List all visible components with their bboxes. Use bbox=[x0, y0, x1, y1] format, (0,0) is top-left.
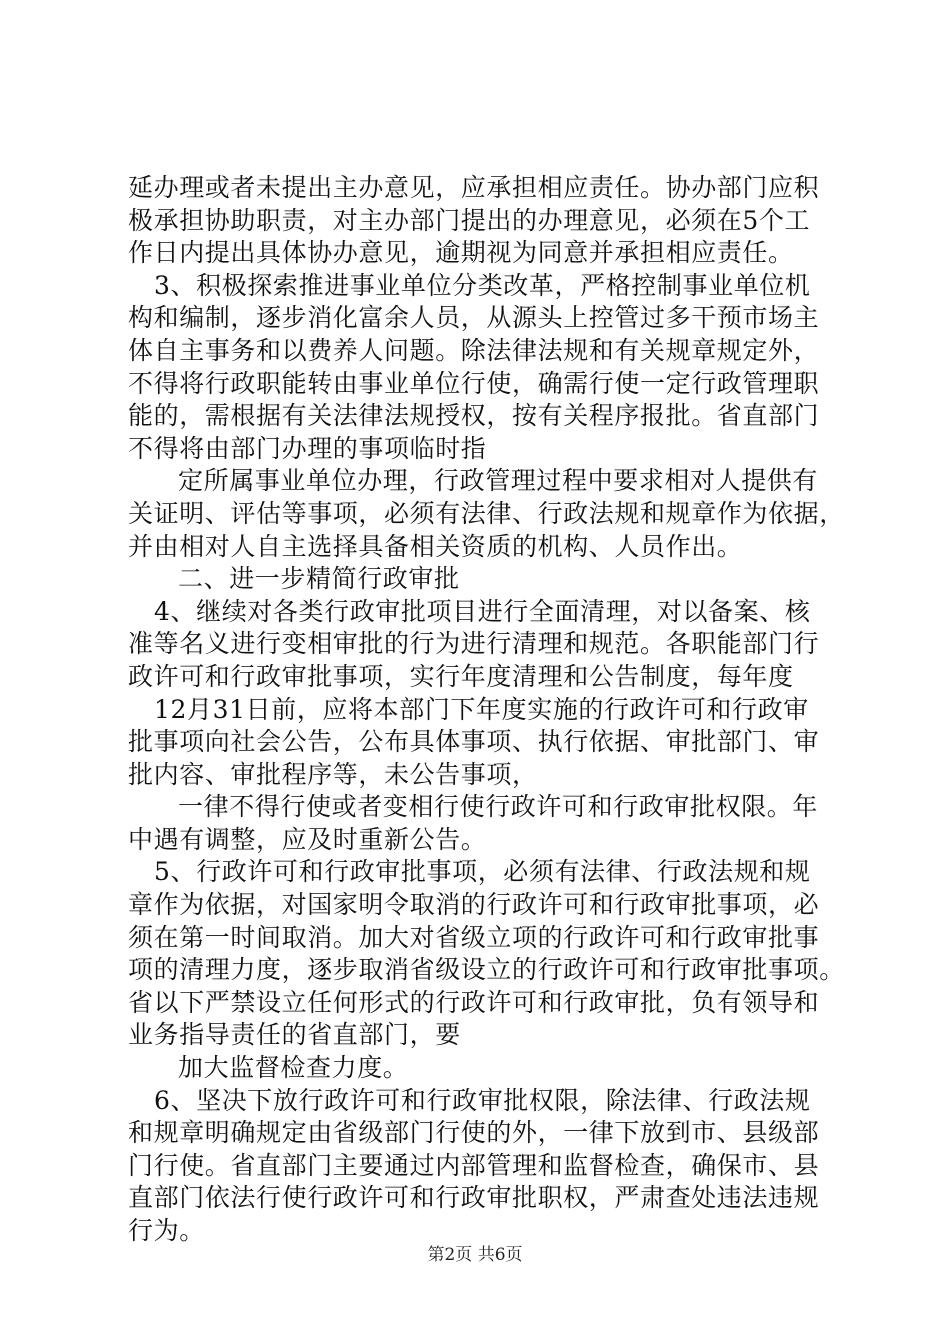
text-line: 业务指导责任的省直部门，要 bbox=[128, 1020, 461, 1050]
text-line: 极承担协助职责，对主办部门提出的办理意见，必须在5个工 bbox=[128, 205, 811, 235]
text-line: 政许可和行政审批事项，实行年度清理和公告制度，每年度 bbox=[128, 661, 794, 691]
paragraph-4-start: 4、继续对各类行政审批项目进行全面清理，对以备案、核 bbox=[154, 596, 811, 626]
text-line: 行为。 bbox=[128, 1216, 205, 1245]
text-line: 批事项向社会公告，公布具体事项、执行依据、审批部门、审 bbox=[128, 727, 820, 757]
text-line: 须在第一时间取消。加大对省级立项的行政许可和行政审批事 bbox=[128, 922, 820, 952]
text-line: 章作为依据，对国家明令取消的行政许可和行政审批事项，必 bbox=[128, 890, 820, 920]
text-line: 不得将由部门办理的事项临时指 bbox=[128, 433, 487, 463]
text-line: 作日内提出具体协办意见，逾期视为同意并承担相应责任。 bbox=[128, 238, 794, 268]
paragraph-5-start: 5、行政许可和行政审批事项，必须有法律、行政法规和规 bbox=[154, 857, 811, 887]
page-footer: 第2页 共6页 bbox=[427, 1245, 523, 1265]
text-line: 门行使。省直部门主要通过内部管理和监督检查，确保市、县 bbox=[128, 1150, 820, 1180]
text-line: 体自主事务和以费养人问题。除法律法规和有关规章规定外， bbox=[128, 335, 820, 365]
text-line: 直部门依法行使行政许可和行政审批职权，严肃查处违法违规 bbox=[128, 1183, 820, 1213]
text-line: 定所属事业单位办理，行政管理过程中要求相对人提供有 bbox=[178, 466, 819, 496]
text-line: 一律不得行使或者变相行使行政许可和行政审批权限。年 bbox=[178, 792, 819, 822]
text-line: 并由相对人自主选择具备相关资质的机构、人员作出。 bbox=[128, 531, 743, 561]
text-line: 延办理或者未提出主办意见，应承担相应责任。协办部门应积 bbox=[128, 173, 820, 202]
section-heading: 二、进一步精简行政审批 bbox=[178, 564, 460, 594]
paragraph-3-start: 3、积极探索推进事业单位分类改革，严格控制事业单位机 bbox=[154, 270, 811, 300]
text-line: 关证明、评估等事项，必须有法律、行政法规和规章作为依据， bbox=[128, 498, 845, 528]
text-line: 中遇有调整，应及时重新公告。 bbox=[128, 824, 487, 854]
text-line: 和规章明确规定由省级部门行使的外，一律下放到市、县级部 bbox=[128, 1118, 820, 1148]
text-line: 批内容、审批程序等，未公告事项， bbox=[128, 759, 538, 789]
text-line: 加大监督检查力度。 bbox=[178, 1053, 409, 1083]
text-line: 省以下严禁设立任何形式的行政许可和行政审批，负有领导和 bbox=[128, 987, 820, 1017]
text-line: 不得将行政职能转由事业单位行使，确需行使一定行政管理职 bbox=[128, 368, 820, 398]
paragraph-6-start: 6、坚决下放行政许可和行政审批权限，除法律、行政法规 bbox=[154, 1085, 811, 1115]
text-line: 12月31日前，应将本部门下年度实施的行政许可和行政审 bbox=[154, 694, 809, 724]
document-body bbox=[128, 172, 845, 1248]
text-line: 准等名义进行变相审批的行为进行清理和规范。各职能部门行 bbox=[128, 629, 820, 659]
text-line: 项的清理力度，逐步取消省级设立的行政许可和行政审批事项。 bbox=[128, 955, 845, 985]
text-line: 构和编制，逐步消化富余人员，从源头上控管过多干预市场主 bbox=[128, 303, 820, 333]
text-line: 能的，需根据有关法律法规授权，按有关程序报批。省直部门 bbox=[128, 401, 820, 431]
